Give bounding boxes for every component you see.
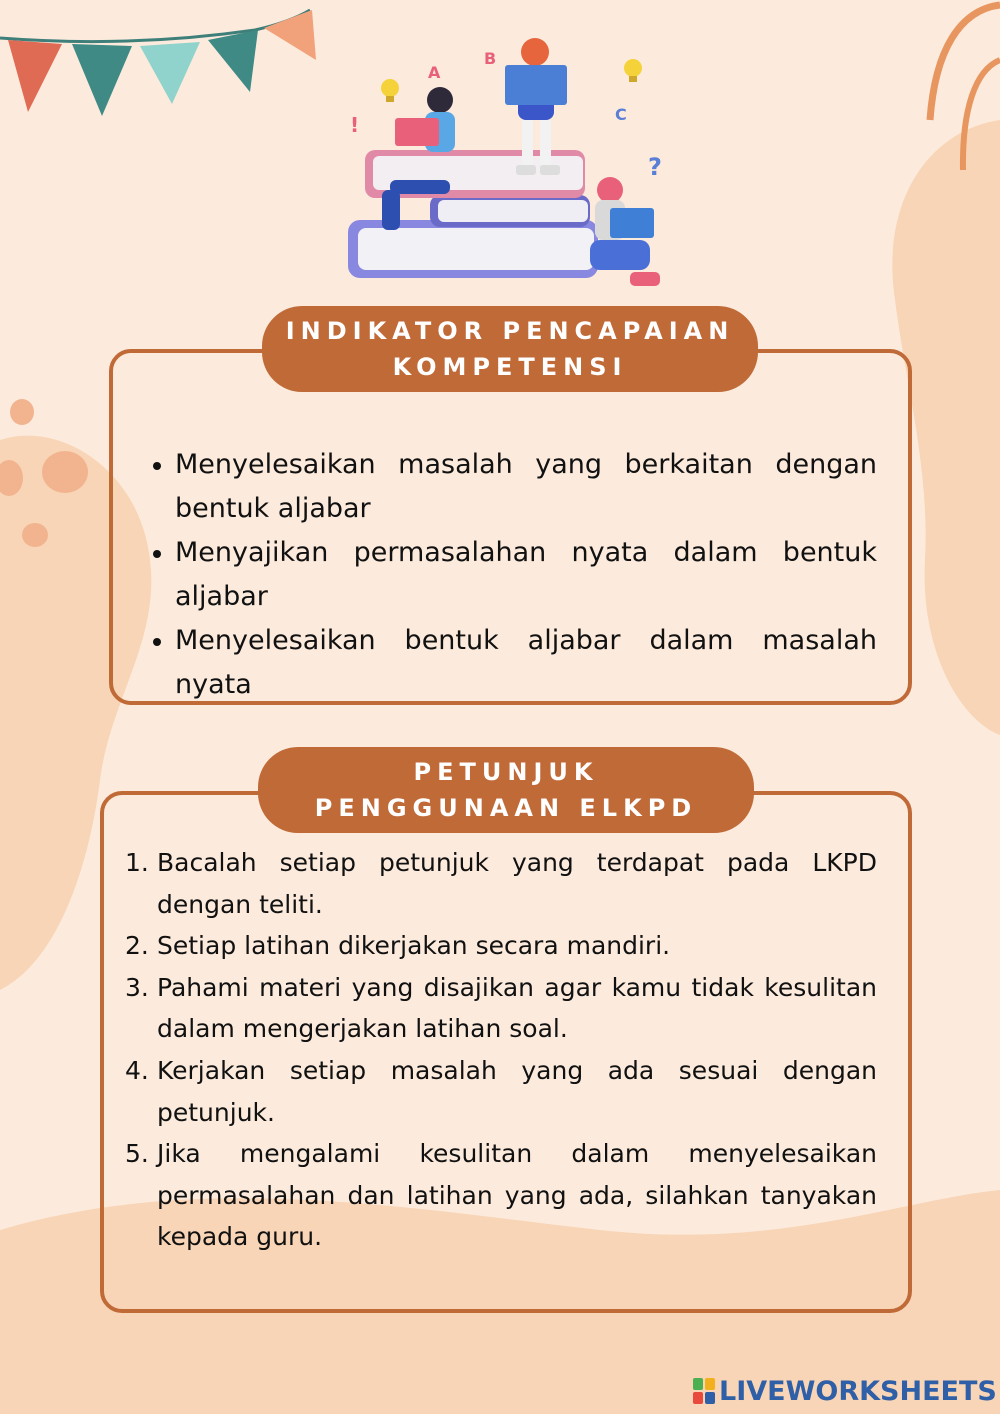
instruction-text: Jika mengalami kesulitan dalam menyelesaikan permasalahan dan latihan yang ada, silahkan tanyakan kepada guru.: [157, 1139, 877, 1252]
bunting-flag: [140, 42, 200, 104]
competency-heading-line2: KOMPETENSI: [392, 353, 628, 381]
bunting-string: [0, 10, 310, 42]
liveworksheets-logo-icon: [693, 1378, 715, 1404]
instruction-item: [125, 967, 877, 1050]
dot: [22, 523, 48, 547]
floating-letter: C: [615, 105, 627, 124]
bunting-flag: [72, 44, 132, 116]
instructions-heading: [258, 747, 754, 833]
lightbulb-icon: [624, 59, 642, 82]
instruction-text: Kerjakan setiap masalah yang ada sesuai dengan petunjuk.: [157, 1055, 877, 1127]
instruction-number: 5.: [125, 1139, 149, 1169]
competency-item: Menyajikan permasalahan nyata dalam bentuk aljabar: [175, 531, 877, 619]
liveworksheets-brand[interactable]: [693, 1371, 997, 1411]
instructions-heading-line1: PETUNJUK: [413, 758, 599, 786]
competency-item: Menyelesaikan masalah yang berkaitan dengan bentuk aljabar: [175, 443, 877, 531]
competency-heading: [262, 306, 758, 392]
floating-letter: A: [428, 63, 441, 82]
reading-kids-illustration: [340, 30, 680, 295]
competency-item: Menyelesaikan bentuk aljabar dalam masalah nyata: [175, 619, 877, 707]
competency-heading-line1: INDIKATOR PENCAPAIAN: [285, 317, 735, 345]
bunting-flag: [8, 40, 62, 112]
instruction-item: [125, 1050, 877, 1133]
floating-letter: B: [484, 49, 497, 68]
instructions-list: [125, 842, 877, 1258]
instruction-number: 1.: [125, 848, 149, 877]
instruction-text: Bacalah setiap petunjuk yang terdapat pada LKPD dengan teliti.: [157, 848, 877, 919]
instruction-text: Setiap latihan dikerjakan secara mandiri.: [157, 931, 671, 961]
dot: [10, 399, 34, 425]
arc: [930, 5, 1000, 120]
girl-right-icon: [590, 177, 660, 286]
instruction-text: Pahami materi yang disajikan agar kamu tidak kesulitan dalam mengerjakan latihan soal.: [157, 972, 877, 1044]
instruction-number: 4.: [125, 1055, 149, 1085]
floating-letter: ?: [648, 153, 662, 181]
floating-letter: !: [350, 113, 360, 137]
instruction-item: [125, 1133, 877, 1258]
bunting-flag: [208, 30, 258, 92]
instructions-heading-line2: PENGGUNAAN ELKPD: [314, 794, 698, 822]
instruction-number: 3.: [125, 972, 149, 1002]
dot: [42, 451, 88, 493]
instruction-item: [125, 842, 877, 925]
lightbulb-icon: [381, 79, 399, 102]
brand-text: LIVEWORKSHEETS: [719, 1375, 997, 1407]
competency-list: [175, 443, 877, 707]
instruction-number: 2.: [125, 931, 149, 961]
bunting-flag: [264, 10, 316, 60]
instruction-item: [125, 925, 877, 967]
